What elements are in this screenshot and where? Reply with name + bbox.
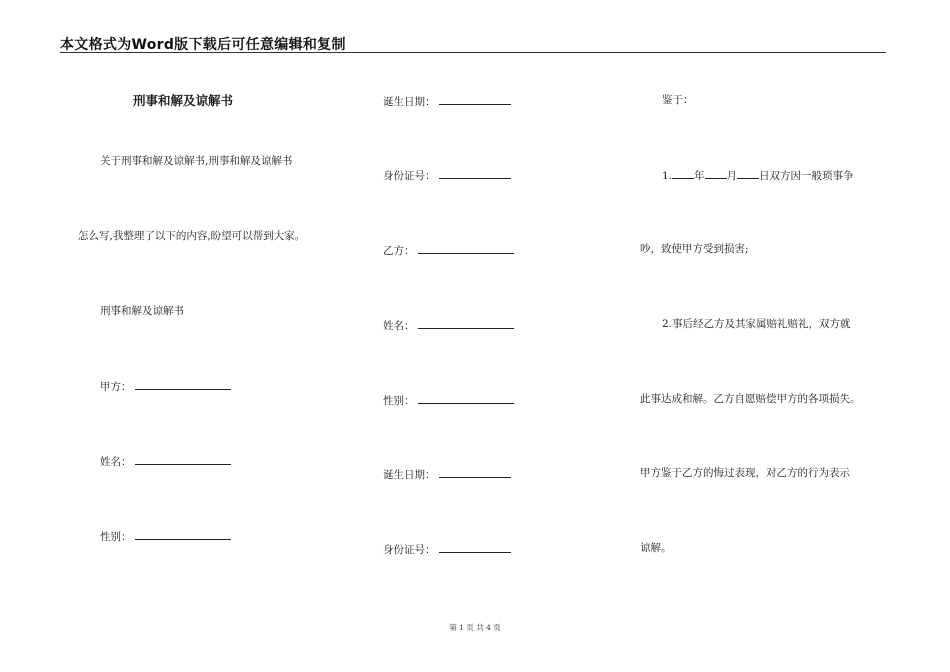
party-b-birth-label: 诞生日期： [383,469,436,481]
party-b-field [383,242,514,258]
month-label: 月 [726,170,738,182]
party-a-gender-label: 性别： [100,531,132,543]
party-b-birth-field [383,466,511,482]
whereas-label: 鉴于： [662,94,694,106]
party-b-birth-blank [439,466,511,478]
document-header: 本文格式为Word版下载后可任意编辑和复制 [60,37,346,53]
party-a-id-label: 身份证号： [383,170,436,182]
clause-2-line-4: 谅解。 [640,542,672,554]
year-blank [672,167,694,179]
clause-2-line-1: 2.事后经乙方及其家属赔礼赔礼，双方就 [662,318,851,330]
party-a-birth-field [383,93,511,109]
party-b-gender-field [383,392,514,408]
subtitle: 刑事和解及谅解书 [100,305,184,317]
party-a-name-field [100,453,231,469]
year-label: 年 [694,170,705,182]
clause-2-line-2: 此事达成和解。乙方自愿赔偿甲方的各项损失。 [640,393,861,405]
party-a-label: 甲方： [100,381,132,393]
party-a-gender-field [100,528,231,544]
party-b-id-label: 身份证号： [383,544,436,556]
clause-1-rest: 日双方因一般琐事争 [759,170,854,182]
party-a-name-blank [135,453,231,465]
party-a-birth-blank [439,93,511,105]
clause-1-line-1 [662,167,854,183]
clause-2-line-3: 甲方鉴于乙方的悔过表现，对乙方的行为表示 [640,467,850,479]
party-b-id-blank [439,541,511,553]
party-b-name-label: 姓名： [383,320,415,332]
clause-1-line-2: 吵，致使甲方受到损害; [640,243,749,255]
party-b-gender-blank [418,392,514,404]
page-number: 第 1 页 共 4 页 [449,623,501,632]
party-a-id-field [383,167,511,183]
intro-line-1: 关于刑事和解及谅解书,刑事和解及谅解书 [100,155,293,167]
party-a-name-label: 姓名： [100,456,132,468]
day-blank [737,167,759,179]
party-b-blank [418,242,514,254]
party-b-id-field [383,541,511,557]
intro-line-2: 怎么写,我整理了以下的内容,盼望可以帮到大家。 [78,230,306,242]
header-rule [60,52,886,53]
party-a-field [100,378,231,394]
clause-1-number: 1. [662,170,673,182]
party-b-gender-label: 性别： [383,395,415,407]
document-title: 刑事和解及谅解书 [133,93,234,108]
party-b-label: 乙方： [383,245,415,257]
party-b-name-blank [418,317,514,329]
month-blank [705,167,727,179]
party-a-id-blank [439,167,511,179]
party-b-name-field [383,317,514,333]
party-a-gender-blank [135,528,231,540]
party-a-blank [135,378,231,390]
party-a-birth-label: 诞生日期： [383,96,436,108]
